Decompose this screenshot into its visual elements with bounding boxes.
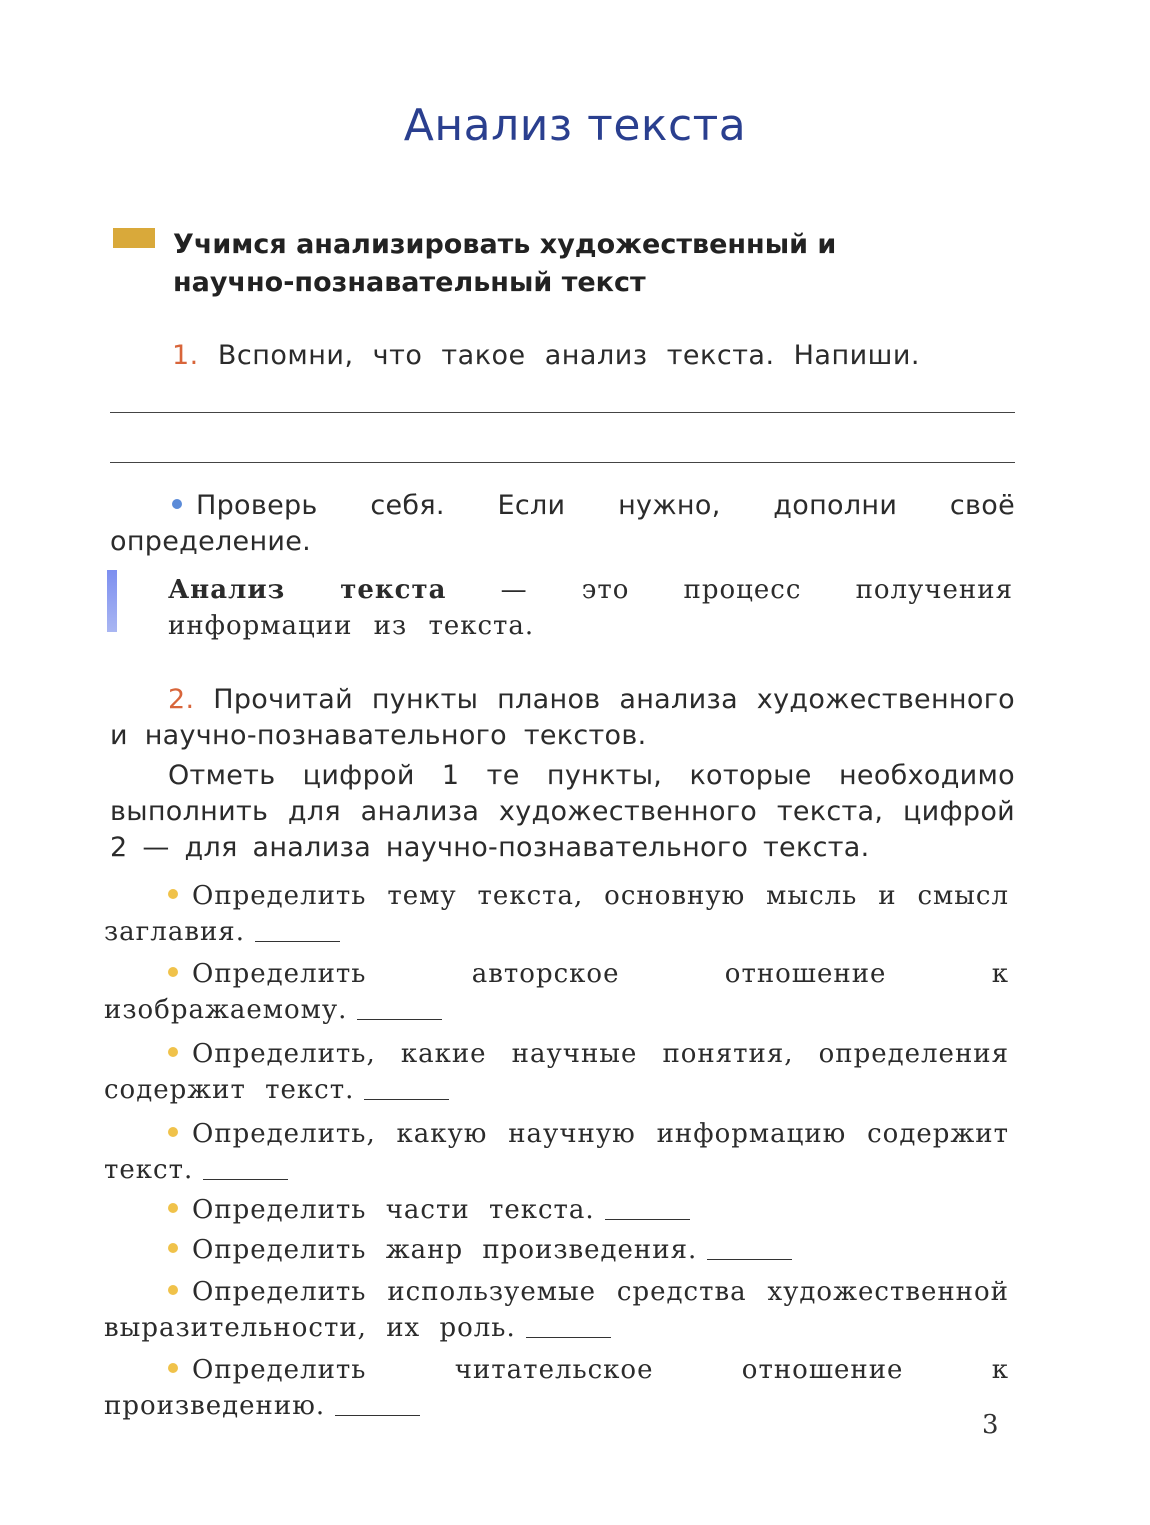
yellow-bullet-icon [168, 889, 178, 899]
yellow-bullet-icon [168, 1363, 178, 1373]
yellow-bullet-icon [168, 1243, 178, 1253]
rule-definition [168, 572, 1013, 644]
rule-term: Анализ текста [168, 575, 447, 605]
plan-item [104, 1352, 1009, 1424]
plan-item-text: Определить читательское отношение к произведению. [104, 1355, 1009, 1421]
plan-item [104, 1116, 1009, 1188]
yellow-bullet-icon [168, 1127, 178, 1137]
plan-item [104, 1232, 1009, 1268]
check-yourself [110, 488, 1015, 560]
plan-item-text: Определить, какую научную информацию содержит текст. [104, 1119, 1009, 1185]
plan-item-text: Определить используемые средства художественной выразительности, их роль. [104, 1277, 1009, 1343]
plan-item [104, 956, 1009, 1028]
plan-item-text: Определить, какие научные понятия, определения содержит текст. [104, 1039, 1009, 1105]
task-1-number: 1. [172, 340, 199, 371]
page-number: 3 [982, 1410, 999, 1440]
task-2-text: Прочитай пункты планов анализа художественного и научно-познавательного текстов. [110, 684, 1015, 751]
yellow-bullet-icon [168, 1285, 178, 1295]
answer-blank[interactable] [707, 1259, 792, 1260]
answer-blank[interactable] [357, 1019, 442, 1020]
plan-item [104, 878, 1009, 950]
task-2-number: 2. [168, 684, 195, 715]
plan-item-text: Определить авторское отношение к изображаемому. [104, 959, 1009, 1025]
answer-blank[interactable] [255, 941, 340, 942]
task-1-text: Вспомни, что такое анализ текста. Напиши. [217, 340, 921, 371]
answer-blank[interactable] [364, 1099, 449, 1100]
check-yourself-text: Проверь себя. Если нужно, дополни своё определение. [110, 490, 1015, 557]
chapter-title: Анализ текста [403, 100, 747, 151]
answer-blank[interactable] [605, 1219, 690, 1220]
yellow-bullet-icon [168, 967, 178, 977]
plan-item-text: Определить тему текста, основную мысль и смысл заглавия. [104, 881, 1009, 947]
plan-item-text: Определить жанр произведения. [192, 1235, 698, 1265]
task-2 [110, 682, 1015, 754]
plan-item [104, 1036, 1009, 1108]
task-1 [172, 338, 1022, 374]
blue-bullet-icon [172, 499, 182, 509]
rule-definition-text: — это процесс получения информации из текста. [168, 575, 1013, 641]
answer-blank[interactable] [526, 1337, 611, 1338]
answer-line-2[interactable] [110, 462, 1015, 463]
answer-blank[interactable] [203, 1179, 288, 1180]
plan-item [104, 1274, 1009, 1346]
section-heading: Учимся анализировать художественный и научно-познавательный текст [173, 229, 837, 298]
answer-blank[interactable] [335, 1415, 420, 1416]
plan-item-text: Определить части текста. [192, 1195, 595, 1225]
section-marker [113, 228, 155, 248]
plan-item [104, 1192, 1009, 1228]
task-2-instruction: Отметь цифрой 1 те пункты, которые необходимо выполнить для анализа художественного текста, цифрой 2 — для анализа научно-познавательного текста. [110, 760, 1015, 863]
yellow-bullet-icon [168, 1047, 178, 1057]
rule-bar [107, 570, 117, 632]
yellow-bullet-icon [168, 1203, 178, 1213]
answer-line-1[interactable] [110, 412, 1015, 413]
